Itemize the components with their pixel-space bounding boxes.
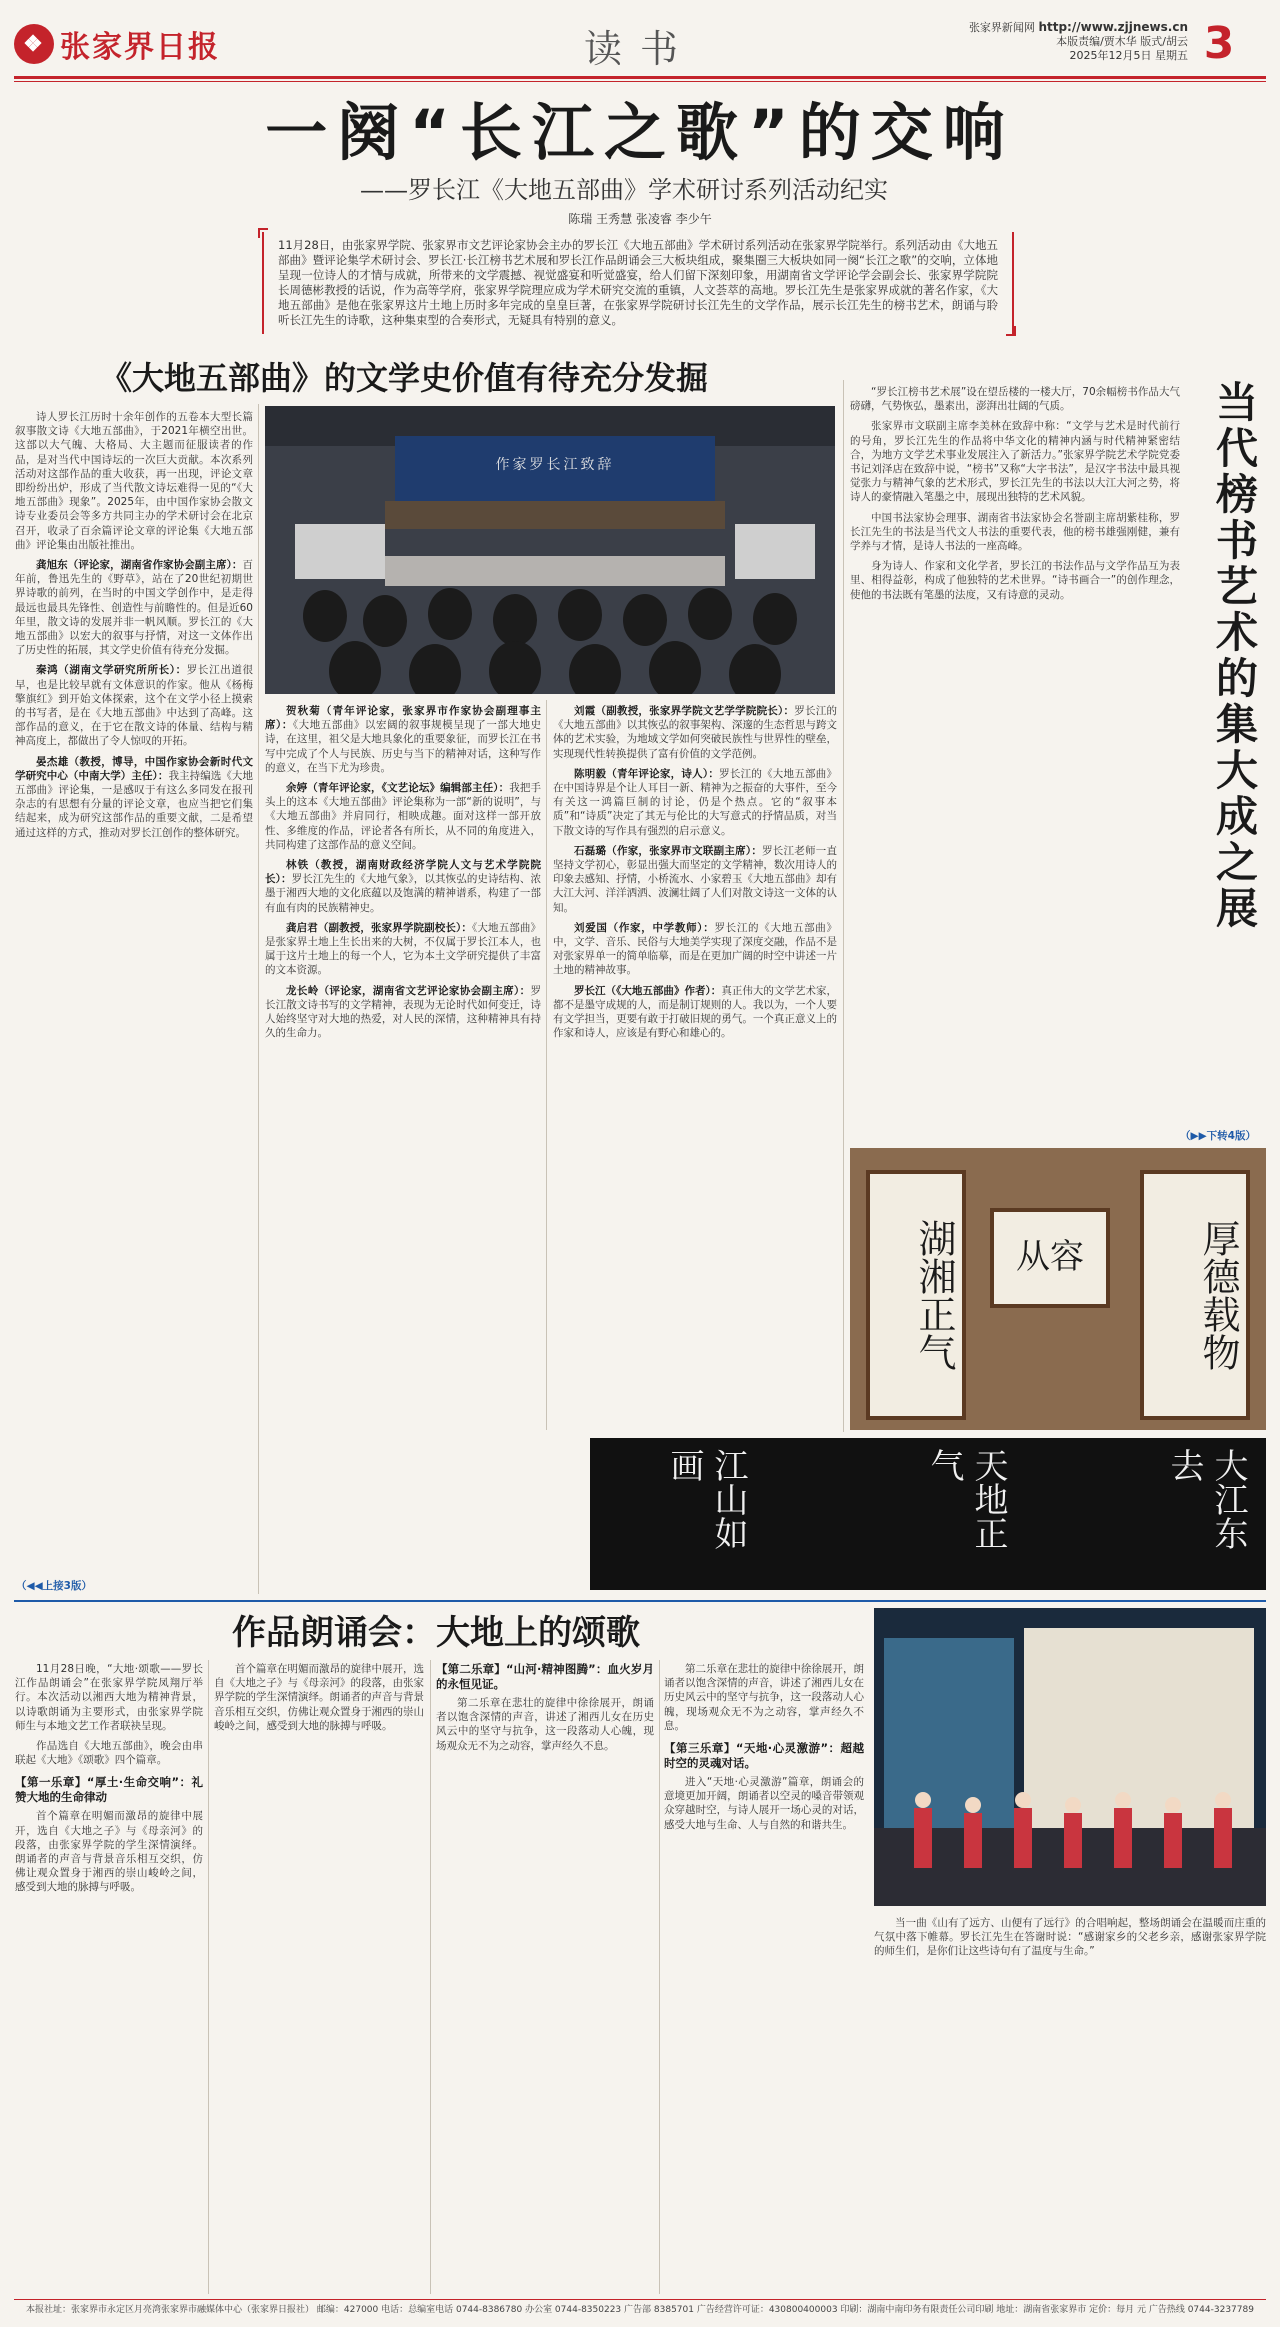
col3-body5: 真正伟大的文学艺术家，都不是墨守成规的人，而是制订规则的人。我以为，一个人要有文学担当，更要有敢于打破旧规的勇气。一个真正意义上的作家和诗人，应该是有野心和雄心的。 bbox=[553, 984, 837, 1040]
a2-divider-3 bbox=[659, 1660, 660, 2294]
col4-para1: 张家界市文联副主席李美林在致辞中称：“文学与艺术是时代前行的号角，罗长江先生的作品将中华文化的精神内涵与时代精神紧密结合，为地方文学艺术事业发展注入了新活力。”张家界学院艺术学院党委书记刘泽店在致辞中说，“榜书”又称“大字书法”，是汉字书法中最具视觉张力与精神气象的艺术形式，罗长江先生的书法以大江大河之势，将诗人的豪情融入笔墨之中，展现出独特的艺术风貌。 bbox=[850, 420, 1180, 504]
scroll-text-3: 大江东去 bbox=[1164, 1448, 1248, 1550]
scroll-text-1: 江山如画 bbox=[664, 1448, 748, 1550]
site-label: 张家界新闻网 bbox=[968, 21, 1035, 34]
col4-para2: 中国书法家协会理事、湖南省书法家协会名誉副主席胡紫桂称，罗长江先生的书法是当代文人书法的重要代表，他的榜书雄强刚健，兼有学养与才情，是诗人书法的一座高峰。 bbox=[850, 511, 1180, 553]
chapter-2-heading: 【第二乐章】“山河·精神图腾”：血火岁月的永恒见证。 bbox=[436, 1662, 654, 1691]
byline: 陈瑞 王秀慧 张凌睿 李少午 bbox=[568, 212, 712, 226]
article2-col2 bbox=[214, 1662, 424, 2294]
col2-body2: 我把手头上的这本《大地五部曲》评论集称为一部“新的说明”，与《大地五部曲》并肩同行，相映成趣。面对这样一部开放性、多维度的作品，评论者各有所长，从不同的角度进入，共同构建了这部作品的意义空间。 bbox=[265, 782, 541, 851]
article2-col5 bbox=[874, 1916, 1266, 2294]
article1-col4 bbox=[850, 385, 1180, 1125]
a2-host: 作品选自《大地五部曲》，晚会由串联起《大地》《颂歌》四个篇章。 bbox=[15, 1740, 203, 1767]
col3-speaker5: 罗长江（《大地五部曲》作者）： bbox=[574, 984, 722, 997]
col1-speaker2: 秦鸿（湖南文学研究所所长）： bbox=[36, 664, 187, 677]
header-rule bbox=[14, 76, 1266, 79]
a2-intro: 11月28日晚，“大地·颂歌——罗长江作品朗诵会”在张家界学院凤翔厅举行。本次活动以湘西大地为精神背景，以诗歌朗诵为主要形式，由张家界学院师生与本地文艺工作者联袂呈现。 bbox=[15, 1663, 203, 1732]
col2-para4 bbox=[265, 921, 541, 978]
chapter-3-heading: 【第三乐章】“天地·心灵激游”：超越时空的灵魂对话。 bbox=[664, 1741, 864, 1771]
calligraphy-panel-2: 从容 bbox=[990, 1208, 1110, 1308]
col3-body1: 罗长江的《大地五部曲》以其恢弘的叙事架构、深邃的生态哲思与跨文体的艺术实验，为地域文学如何突破民族性与世界性的壁垒，实现现代性转换提供了富有价值的文学范例。 bbox=[553, 705, 837, 760]
col3-speaker3: 石磊璐（作家，张家界市文联副主席）： bbox=[574, 844, 763, 857]
col2-para1 bbox=[265, 704, 541, 775]
intro-text: 11月28日，由张家界学院、张家界市文艺评论家协会主办的罗长江《大地五部曲》学术研讨系列活动在张家界学院举行。系列活动由《大地五部曲》暨评论集学术研讨会、罗长江·长江榜书艺术展和罗长江作品朗诵会三大板块组成，聚集圈三大板块如同一阕“长江之歌”的交响，立体地呈现一位诗人的才情与成就，所带来的文学震撼、视觉盛宴和听觉盛宴，给人们留下深刻印象，用湖南省文学评论学会副会长、张家界学院院长周德彬教授的话说，作为高等学府，张家界学院理应成为学术研究交流的重镇，人文荟萃的高地。罗长江先生是张家界成就的著名作家，《大地五部曲》是他在张家界这片土地上历时多年完成的皇皇巨著，在张家界学院研讨长江先生的文学作品，展示长江先生的榜书艺术，朗诵与聆听长江先生的诗歌，这种集束型的合奏形式，无疑具有特别的意义。 bbox=[278, 238, 998, 327]
scroll-text-2: 天地正气 bbox=[924, 1448, 1008, 1550]
seminar-photo-image bbox=[265, 406, 835, 694]
section-title: 读书 bbox=[583, 27, 696, 71]
page-number: 3 bbox=[1203, 18, 1235, 69]
date-line: 2025年12月5日 星期五 bbox=[1069, 49, 1188, 62]
chapter-1-body: 首个篇章在明媚而激昂的旋律中展开，选自《大地之子》与《母亲河》的段落，由张家界学院的学生深情演绎。朗诵者的声音与背景音乐相互交织，仿佛让观众置身于湘西的崇山峻岭之间，感受到大地的脉搏与呼吸。 bbox=[15, 1810, 203, 1894]
a2-col2-text: 首个篇章在明媚而激昂的旋律中展开，选自《大地之子》与《母亲河》的段落，由张家界学院的学生深情演绎。朗诵者的声音与背景音乐相互交织，仿佛让观众置身于湘西的崇山峻岭之间，感受到大地的脉搏与呼吸。 bbox=[214, 1663, 424, 1732]
col1-lead: 诗人罗长江历时十余年创作的五卷本大型长篇叙事散文诗《大地五部曲》，于2021年横空出世。这部以大气魄、大格局、大主题而征服读者的作品，是对当代中国诗坛的一次巨大贡献。本次系列活动对这部作品的重大收获，再一出现，评论文章即纷纷出炉，形成了当代散文诗坛难得一见的“《大地五部曲》现象”。2025年，由中国作家协会散文诗专业委员会等多方共同主办的学术研讨会在北京召开，收录了百余篇评论文章的评论集《大地五部曲》评论集由出版社推出。 bbox=[15, 411, 253, 551]
sub-headline: ——罗长江《大地五部曲》学术研讨系列活动纪实 bbox=[360, 176, 888, 204]
col2-body3: 罗长江先生的《大地气象》，以其恢弘的史诗结构、浓墨于湘西大地的文化底蕴以及饱满的精神谱系，构建了一部有血有肉的民族精神史。 bbox=[265, 873, 541, 914]
site-label-line bbox=[968, 20, 1188, 35]
header-rule-thin bbox=[14, 81, 1266, 82]
intro-corner-br bbox=[1006, 326, 1016, 336]
col3-body4: 罗长江的《大地五部曲》中，文学、音乐、民俗与大地美学实现了深度交融，作品不是对张家界单一的简单临摹，而是在更加广阔的时空中讲述一片土地的精神故事。 bbox=[553, 921, 837, 977]
col3-para5 bbox=[553, 984, 837, 1041]
intro-corner-tl bbox=[258, 228, 268, 238]
col1-body2: 罗长江出道很早，也是比较早就有文体意识的作家。他从《杨梅擎旗红》到开始文体探索，这个在文学小径上摸索的书写者，是在《大地五部曲》中达到了高峰。这部作品的意义，在于它在散文诗的体量、结构与精神高度上，都做出了令人惊叹的开拓。 bbox=[15, 664, 253, 748]
col3-speaker1: 刘霞（副教授，张家界学院文艺学学院院长）： bbox=[574, 705, 795, 717]
article2-col1 bbox=[15, 1662, 203, 2294]
col2-speaker2: 余婷（青年评论家，《文艺论坛》编辑部主任）： bbox=[286, 782, 510, 795]
side-headline: 当代榜书艺术的集大成之展 bbox=[1210, 380, 1259, 932]
col3-speaker2: 陈明毅（青年评论家，诗人）： bbox=[574, 767, 720, 780]
editors-line: 本版责编/贾木华 版式/胡云 bbox=[1056, 35, 1188, 48]
column-divider-1 bbox=[258, 404, 259, 1594]
col3-body2: 罗长江的《大地五部曲》在中国诗界是个让人耳目一新、精神为之振奋的大事件，至今有关这一鸿篇巨制的讨论，仍是个热点。它的“叙事本质”和“诗质”决定了其无与伦比的大写意式的抒情品质，对当下散文诗的写作具有强烈的启示意义。 bbox=[553, 767, 837, 837]
col3-para4 bbox=[553, 921, 837, 978]
calligraphy-panel-3: 厚德载物 bbox=[1140, 1170, 1250, 1420]
column-divider-2 bbox=[546, 700, 547, 1430]
chapter-3-body: 进入“天地·心灵激游”篇章，朗诵会的意境更加开阔，朗诵者以空灵的嗓音带领观众穿越时空，与诗人展开一场心灵的对话，感受大地与生命、人与自然的和谐共生。 bbox=[664, 1776, 864, 1831]
calligraphy-panel-1: 湖湘正气 bbox=[866, 1170, 966, 1420]
continue-from-page[interactable]: （◀◀上接3版） bbox=[16, 1580, 92, 1592]
col2-body4: 《大地五部曲》是张家界土地上生长出来的大树，不仅属于罗长江本人，也属于这片土地上的每一个人，它为本土文学研究提供了丰富的文本资源。 bbox=[265, 921, 541, 977]
col1-para2 bbox=[15, 663, 253, 748]
chapter-2-cont: 第二乐章在悲壮的旋律中徐徐展开，朗诵者以饱含深情的声音，讲述了湘西儿女在历史风云中的坚守与抗争，这一段落动人心魄，现场观众无不为之动容，掌声经久不息。 bbox=[664, 1663, 864, 1732]
a2-divider-2 bbox=[430, 1660, 431, 2294]
chapter-1-heading: 【第一乐章】“厚土·生命交响”：礼赞大地的生命律动 bbox=[15, 1775, 203, 1805]
recital-stage-image bbox=[874, 1608, 1266, 1906]
col1-speaker3: 晏杰雄（教授，博导，中国作家协会新时代文学研究中心（中南大学）主任）： bbox=[15, 755, 253, 782]
col1-body3: 我主持编选《大地五部曲》评论集，一是感叹于有这么多同发在报刊杂志的有思想有分量的评论文章，也应当把它们集结起来，成为研究这部作品的重要文献，二是希望通过这样的方式，推动对罗长江创作的整体研究。 bbox=[15, 769, 253, 839]
calligraphy-exhibit-photo bbox=[850, 1148, 1266, 1430]
newspaper-logo-icon: ❖ bbox=[14, 24, 54, 64]
article1-col2 bbox=[265, 704, 541, 1594]
col1-para1 bbox=[15, 558, 253, 657]
seminar-photo bbox=[265, 406, 835, 694]
col3-para1 bbox=[553, 704, 837, 761]
article2-col4 bbox=[664, 1662, 864, 2294]
col1-para3 bbox=[15, 755, 253, 840]
continue-next-page[interactable]: （▶▶下转4版） bbox=[1180, 1130, 1256, 1142]
masthead-logo bbox=[14, 18, 264, 70]
section-divider bbox=[14, 1600, 1266, 1602]
col1-body1: 百年前，鲁迅先生的《野草》，站在了20世纪初期世界诗歌的前列，在当时的中国文学创作中，是走得最远也最具先锋性、创造性与前瞻性的。但是近60年里，散文诗的发展并非一帆风顺。罗长江的《大地五部曲》以宏大的叙事与抒情，对这一文体作出了历史性的拓展，其文学史价值有待充分发掘。 bbox=[15, 559, 253, 657]
col4-lead: “罗长江榜书艺术展”设在望岳楼的一楼大厅，70余幅榜书作品大气磅礴，气势恢弘，墨素出，澎湃出壮阔的气质。 bbox=[850, 386, 1180, 413]
col2-speaker1: 贺秋菊（青年评论家，张家界市作家协会副理事主席）： bbox=[265, 705, 541, 732]
col2-speaker4: 龚启君（副教授，张家界学院副校长）： bbox=[286, 921, 472, 934]
a2-divider-1 bbox=[208, 1660, 209, 2294]
col3-para3 bbox=[553, 844, 837, 915]
recital-stage-photo bbox=[874, 1608, 1266, 1906]
col2-body5: 罗长江散文诗书写的文学精神，表现为无论时代如何变迁，诗人始终坚守对大地的热爱，对人民的深情，这种精神具有持久的生命力。 bbox=[265, 984, 541, 1040]
col2-para5 bbox=[265, 984, 541, 1041]
a2-closing: 当一曲《山有了远方、山便有了远行》的合唱响起，整场朗诵会在温暖而庄重的气氛中落下帷幕。罗长江先生在答谢时说：“感谢家乡的父老乡亲，感谢张家界学院的师生们，是你们让这些诗句有了温度与生命。” bbox=[874, 1917, 1266, 1958]
masthead-title: 张家界日报 bbox=[60, 30, 220, 65]
intro-box bbox=[262, 232, 1014, 334]
article1-col1 bbox=[15, 410, 253, 1595]
col2-speaker5: 龙长岭（评论家，湖南省文艺评论家协会副主席）： bbox=[286, 984, 531, 997]
col4-para3: 身为诗人、作家和文化学者，罗长江的书法作品与文学作品互为表里、相得益彰，构成了他独特的艺术世界。“诗书画合一”的创作理念，使他的书法既有笔墨的法度，又有诗意的灵动。 bbox=[850, 560, 1180, 601]
col2-para2 bbox=[265, 781, 541, 852]
article2-title: 作品朗诵会：大地上的颂歌 bbox=[232, 1613, 640, 1653]
main-headline: 一阕“长江之歌”的交响 bbox=[265, 96, 1015, 169]
col2-speaker3: 林铁（教授，湖南财政经济学院人文与艺术学院院长）： bbox=[265, 859, 541, 886]
col3-para2 bbox=[553, 767, 837, 838]
col3-body3: 罗长江老师一直坚持文学初心，彰显出强大而坚定的文学精神，数次用诗人的印象去感知、抒情，小桥流水、小家碧玉《大地五部曲》却有大江大河、洋洋洒洒、波澜壮阔了人们对散文诗这一文体的认知。 bbox=[553, 844, 837, 914]
col1-speaker1: 龚旭东（评论家，湖南省作家协会副主席）： bbox=[36, 559, 243, 572]
site-url[interactable]: http://www.zjjnews.cn bbox=[1038, 20, 1188, 34]
photo-banner-text: 作家罗长江致辞 bbox=[495, 457, 615, 473]
calligraphy-scroll-photo bbox=[590, 1438, 1266, 1590]
col2-body1: 《大地五部曲》以宏阔的叙事规模呈现了一部大地史诗，在这里，祖父是大地具象化的重要象征，而罗长江在书写中完成了个人与民族、历史与当下的精神对话，这种写作的意义，在当下尤为珍贵。 bbox=[265, 719, 541, 774]
col3-speaker4: 刘爱国（作家，中学教师）： bbox=[574, 921, 715, 934]
article2-col3 bbox=[436, 1662, 654, 2294]
col2-para3 bbox=[265, 858, 541, 915]
column-divider-3 bbox=[843, 380, 844, 1432]
chapter-2-body: 第二乐章在悲壮的旋律中徐徐展开，朗诵者以饱含深情的声音，讲述了湘西儿女在历史风云中的坚守与抗争，这一段落动人心魄，现场观众无不为之动容，掌声经久不息。 bbox=[436, 1697, 654, 1752]
article1-title: 《大地五部曲》的文学史价值有待充分发掘 bbox=[100, 359, 709, 397]
page-footer: 本报社址：张家界市永定区月亮湾张家界市融媒体中心（张家界日报社） 邮编：427000 电话：总编室电话 0744-8386780 办公室 0744-8350223 广告部 8385701 广告经营许可证：430800400003 印刷：湖南中南印务有限责任公司印刷 地址：湖南省张家界市 定价：每月 元 广告热线 0744-3237789 bbox=[14, 2299, 1266, 2319]
header-info bbox=[968, 20, 1188, 63]
